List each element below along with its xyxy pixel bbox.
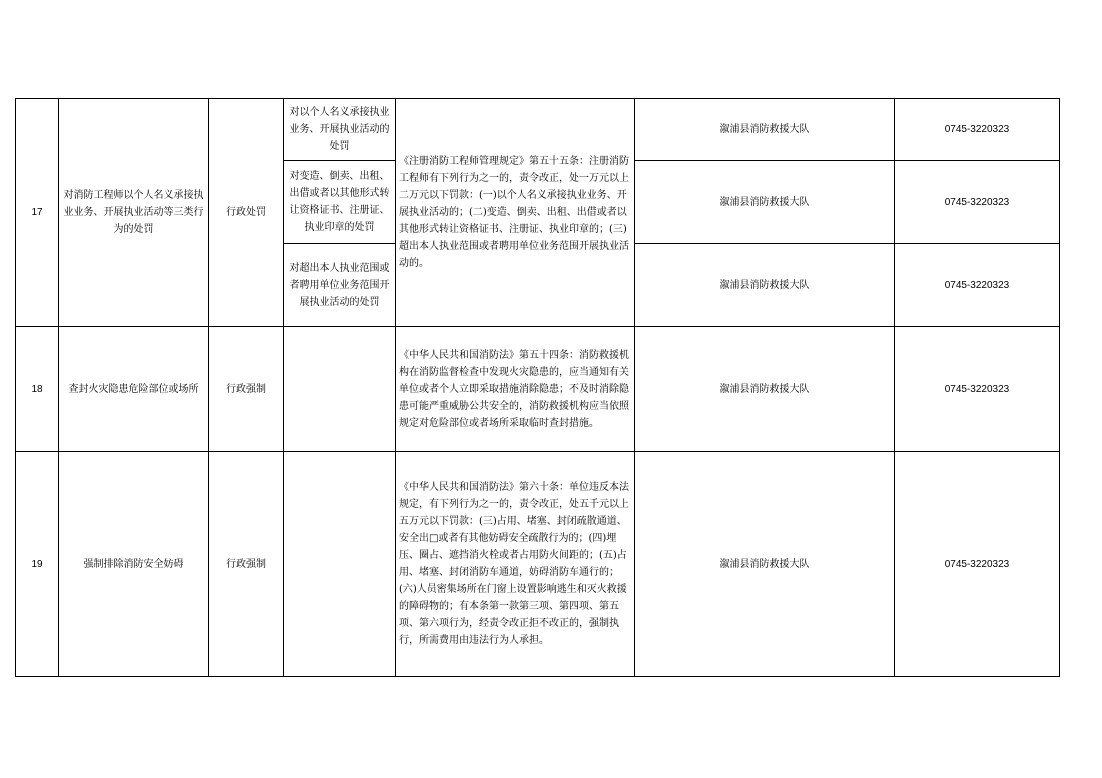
table-row bbox=[16, 327, 1060, 452]
legal-basis: 《中华人民共和国消防法》第五十四条：消防救援机构在消防监督检查中发现火灾隐患的，应当通知有关单位或者个人立即采取措施消除隐患；不及时消除隐患可能严重威胁公共安全的，消防救援机构应当依照规定对危险部位或者场所采取临时查封措施。 bbox=[396, 327, 635, 452]
contact-phone: 0745-3220323 bbox=[895, 99, 1060, 161]
table-row bbox=[16, 452, 1060, 677]
responsible-department: 溆浦县消防救援大队 bbox=[635, 452, 895, 677]
sub-item bbox=[284, 452, 396, 677]
item-name: 对消防工程师以个人名义承接执业业务、开展执业活动等三类行为的处罚 bbox=[59, 99, 209, 327]
contact-phone: 0745-3220323 bbox=[895, 327, 1060, 452]
responsible-department: 溆浦县消防救援大队 bbox=[635, 99, 895, 161]
row-number: 18 bbox=[16, 327, 59, 452]
item-category: 行政强制 bbox=[209, 452, 284, 677]
responsible-department: 溆浦县消防救援大队 bbox=[635, 161, 895, 244]
row-number: 17 bbox=[16, 99, 59, 327]
contact-phone: 0745-3220323 bbox=[895, 452, 1060, 677]
legal-basis: 《中华人民共和国消防法》第六十条：单位违反本法规定，有下列行为之一的，责令改正，处五千元以上五万元以下罚款：(三)占用、堵塞、封闭疏散通道、安全出□或者有其他妨碍安全疏散行为的；(四)埋压、圈占、遮挡消火栓或者占用防火间距的；(五)占用、堵塞、封闭消防车通道，妨碍消防车通行的；(六)人员密集场所在门窗上设置影响逃生和灭火救援的障碍物的；有本条第一款第三项、第四项、第五项、第六项行为，经责令改正拒不改正的，强制执行，所需费用由违法行为人承担。 bbox=[396, 452, 635, 677]
item-name: 强制排除消防安全妨碍 bbox=[59, 452, 209, 677]
responsible-department: 溆浦县消防救援大队 bbox=[635, 327, 895, 452]
legal-basis: 《注册消防工程师管理规定》第五十五条：注册消防工程师有下列行为之一的，责令改正，处一万元以上二万元以下罚款：(一)以个人名义承接执业业务、开展执业活动的；(二)变造、倒卖、出租、出借或者以其他形式转让资格证书、注册证、执业印章的；(三)超出本人执业范围或者聘用单位业务范围开展执业活动的。 bbox=[396, 99, 635, 327]
sub-item bbox=[284, 327, 396, 452]
sub-item: 对以个人名义承接执业业务、开展执业活动的处罚 bbox=[284, 99, 396, 161]
enforcement-table bbox=[15, 98, 1060, 677]
responsible-department: 溆浦县消防救援大队 bbox=[635, 244, 895, 327]
row-number: 19 bbox=[16, 452, 59, 677]
item-name: 查封火灾隐患危险部位或场所 bbox=[59, 327, 209, 452]
table-row bbox=[16, 99, 1060, 161]
item-category: 行政处罚 bbox=[209, 99, 284, 327]
sub-item: 对变造、倒卖、出租、出借或者以其他形式转让资格证书、注册证、执业印章的处罚 bbox=[284, 161, 396, 244]
item-category: 行政强制 bbox=[209, 327, 284, 452]
contact-phone: 0745-3220323 bbox=[895, 161, 1060, 244]
contact-phone: 0745-3220323 bbox=[895, 244, 1060, 327]
sub-item: 对超出本人执业范围或者聘用单位业务范围开展执业活动的处罚 bbox=[284, 244, 396, 327]
